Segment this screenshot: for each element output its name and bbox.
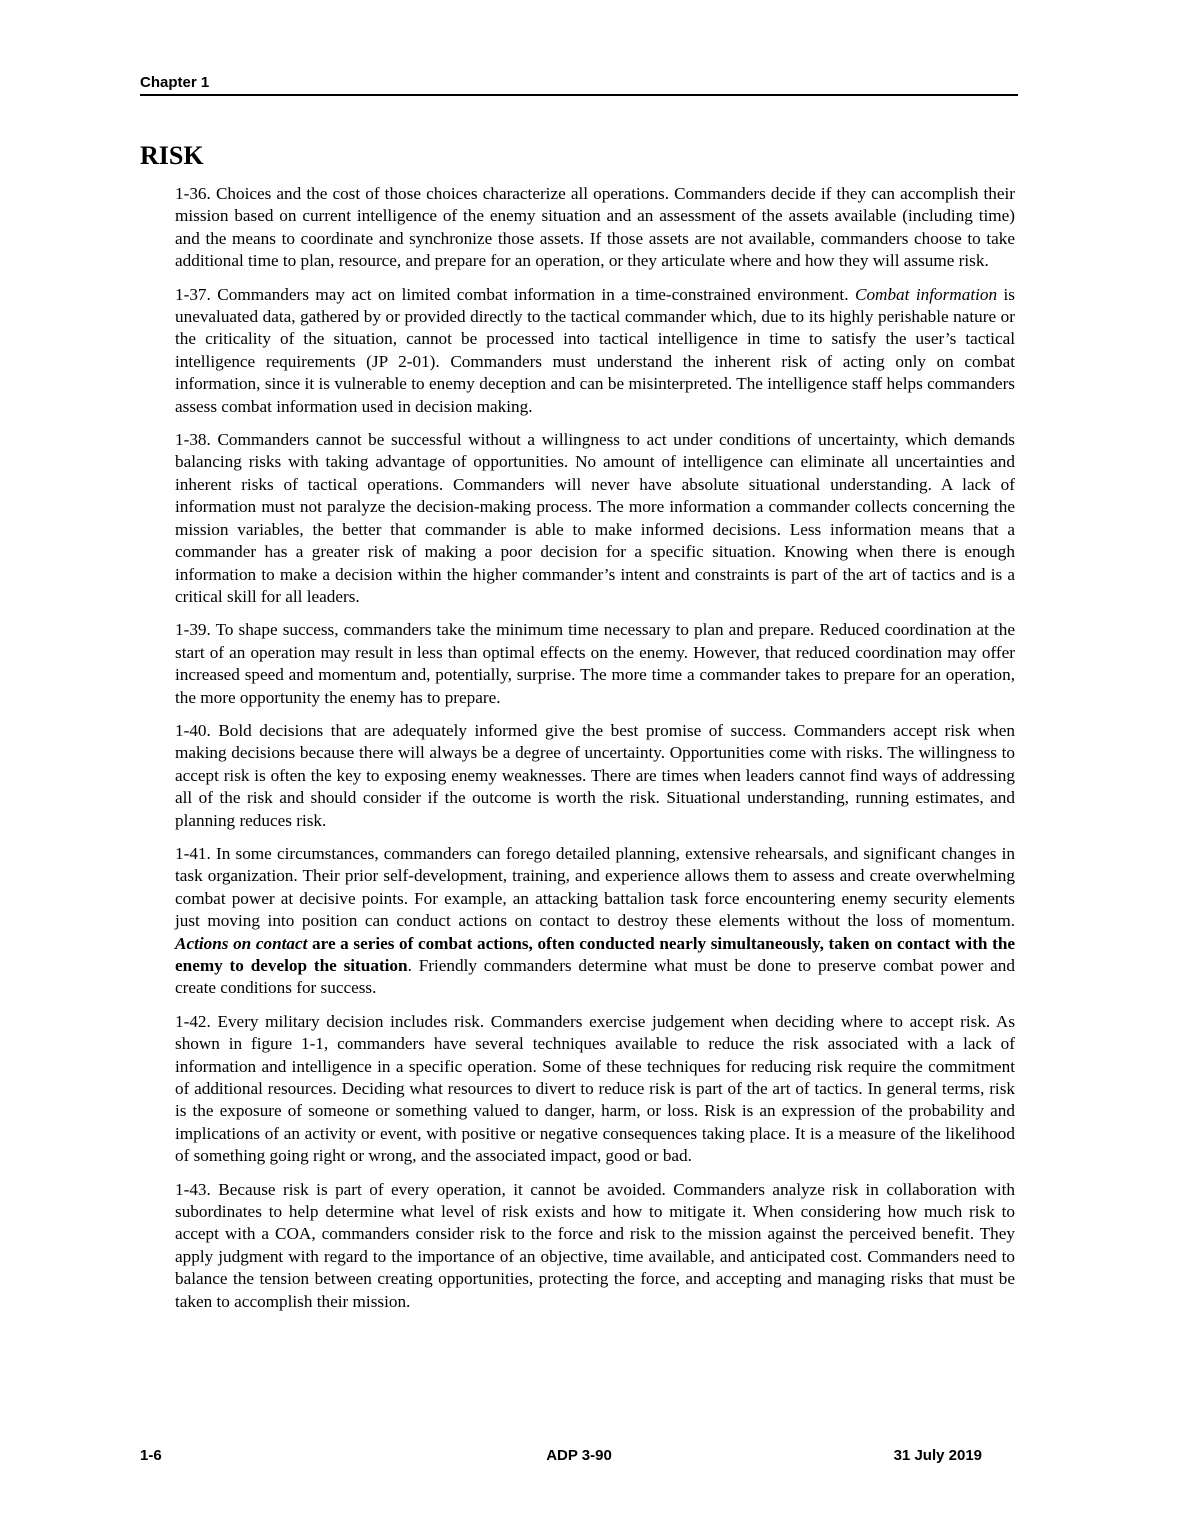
paragraph-text: Commanders cannot be successful without a willingness to act under conditions of uncertainty, which demands balancing risks with taking advantage of opportunities. No amount of intelligence can eliminate all uncertainties and inherent risks of tactical operations. Commanders will never have absolute situational understanding. A lack of information must not paralyze the decision-making process. The more information a commander collects concerning the mission variables, the better that commander is able to make informed decisions. Less information means that a commander has a greater risk of making a poor decision for a specific situation. Knowing when there is enough information to make a decision within the higher commander’s intent and constraints is part of the art of tactics and is a critical skill for all leaders.	[175, 430, 1015, 606]
page-number: 1-6	[140, 1447, 162, 1464]
paragraph-number: 1-43.	[175, 1179, 211, 1199]
paragraph-text: is unevaluated data, gathered by or provided directly to the tactical commander which, due to its highly perishable nature or the criticality of the situation, cannot be processed into tactical intelligence in time to satisfy the user’s tactical intelligence requirements (JP 2-01). Commanders must understand the inherent risk of acting only on combat information, since it is vulnerable to enemy deception and can be misinterpreted. The intelligence staff helps commanders assess combat information used in decision making.	[175, 284, 1015, 416]
paragraph-text: To shape success, commanders take the minimum time necessary to plan and prepare. Reduced coordination at the start of an operation may result in less than optimal effects on the enemy. However, that reduced coordination may offer increased speed and momentum and, potentially, surprise. The more time a commander takes to prepare for an operation, the more opportunity the enemy has to prepare.	[175, 620, 1015, 707]
paragraph-text: Commanders may act on limited combat information in a time-constrained environment.	[217, 284, 849, 304]
paragraph-number: 1-38.	[175, 430, 211, 450]
paragraph-1-42	[175, 1011, 1015, 1168]
page-footer	[140, 1447, 980, 1471]
paragraph-1-39	[175, 619, 1015, 709]
paragraph-number: 1-39.	[175, 620, 211, 640]
paragraph-number: 1-42.	[175, 1011, 211, 1031]
chapter-label: Chapter 1	[140, 74, 210, 91]
paragraph-number: 1-36.	[175, 184, 211, 203]
paragraph-number: 1-40.	[175, 720, 211, 740]
term-actions-on-contact: Actions on contact	[175, 933, 308, 953]
paragraph-text: . Friendly commanders determine what must be done to preserve combat power and create conditions for success.	[175, 956, 1015, 998]
paragraph-1-43	[175, 1179, 1015, 1313]
paragraph-number: 1-41.	[175, 843, 211, 863]
paragraph-text: Bold decisions that are adequately informed give the best promise of success. Commanders accept risk when making decisions because there will always be a degree of uncertainty. Opportunities come with risks. The willingness to accept risk is often the key to exposing enemy weaknesses. There are times when leaders cannot find ways of addressing all of the risk and should consider if the outcome is worth the risk. Situational understanding, running estimates, and planning reduces risk.	[175, 720, 1015, 830]
body-text	[175, 183, 1015, 1324]
paragraph-1-40	[175, 720, 1015, 832]
page-header	[140, 70, 1018, 96]
paragraph-text: Every military decision includes risk. Commanders exercise judgement when deciding where to accept risk. As shown in figure 1-1, commanders have several techniques available to reduce the risk associated with a lack of information and intelligence in a specific operation. Some of these techniques for reducing risk require the commitment of additional resources. Deciding what resources to divert to reduce risk is part of the art of tactics. In general terms, risk is the exposure of someone or something valued to danger, harm, or loss. Risk is an expression of the probability and implications of an activity or event, with positive or negative consequences taking place. It is a measure of the likelihood of something going right or wrong, and the associated impact, good or bad.	[175, 1011, 1016, 1166]
publication-date: 31 July 2019	[893, 1447, 982, 1464]
paragraph-text: In some circumstances, commanders can forego detailed planning, extensive rehearsals, and significant changes in task organization. Their prior self-development, training, and experience allows them to assess and create overwhelming combat power at decisive points. For example, an attacking battalion task force encountering enemy security elements just moving into position can conduct actions on contact to destroy these elements without the loss of momentum.	[175, 843, 1015, 931]
definition-actions-on-contact: are a series of combat actions, often conducted nearly simultaneously, taken on contact with the enemy to develop the situation	[175, 933, 1015, 975]
paragraph-1-37	[175, 284, 1015, 418]
term-combat-information: Combat information	[854, 284, 998, 304]
paragraph-1-38	[175, 429, 1015, 608]
paragraph-text: Choices and the cost of those choices characterize all operations. Commanders decide if they can accomplish their mission based on current intelligence of the enemy situation and an assessment of the assets available (including time) and the means to coordinate and synchronize those assets. If those assets are not available, commanders choose to take additional time to plan, resource, and prepare for an operation, or they articulate where and how they will assume risk.	[175, 184, 1016, 271]
section-title: RISK	[140, 141, 204, 170]
paragraph-number: 1-37.	[175, 284, 211, 304]
publication-id: ADP 3-90	[546, 1447, 612, 1464]
paragraph-1-41	[175, 843, 1015, 1000]
paragraph-text: Because risk is part of every operation, it cannot be avoided. Commanders analyze risk in collaboration with subordinates to help determine what level of risk exists and how to mitigate it. When considering how much risk to accept with a COA, commanders consider risk to the force and risk to the mission against the perceived benefit. They apply judgment with regard to the importance of an objective, time available, and anticipated cost. Commanders need to balance the tension between creating opportunities, protecting the force, and accepting and managing risks that must be taken to accomplish their mission.	[175, 1179, 1016, 1311]
paragraph-1-36	[175, 183, 1015, 273]
